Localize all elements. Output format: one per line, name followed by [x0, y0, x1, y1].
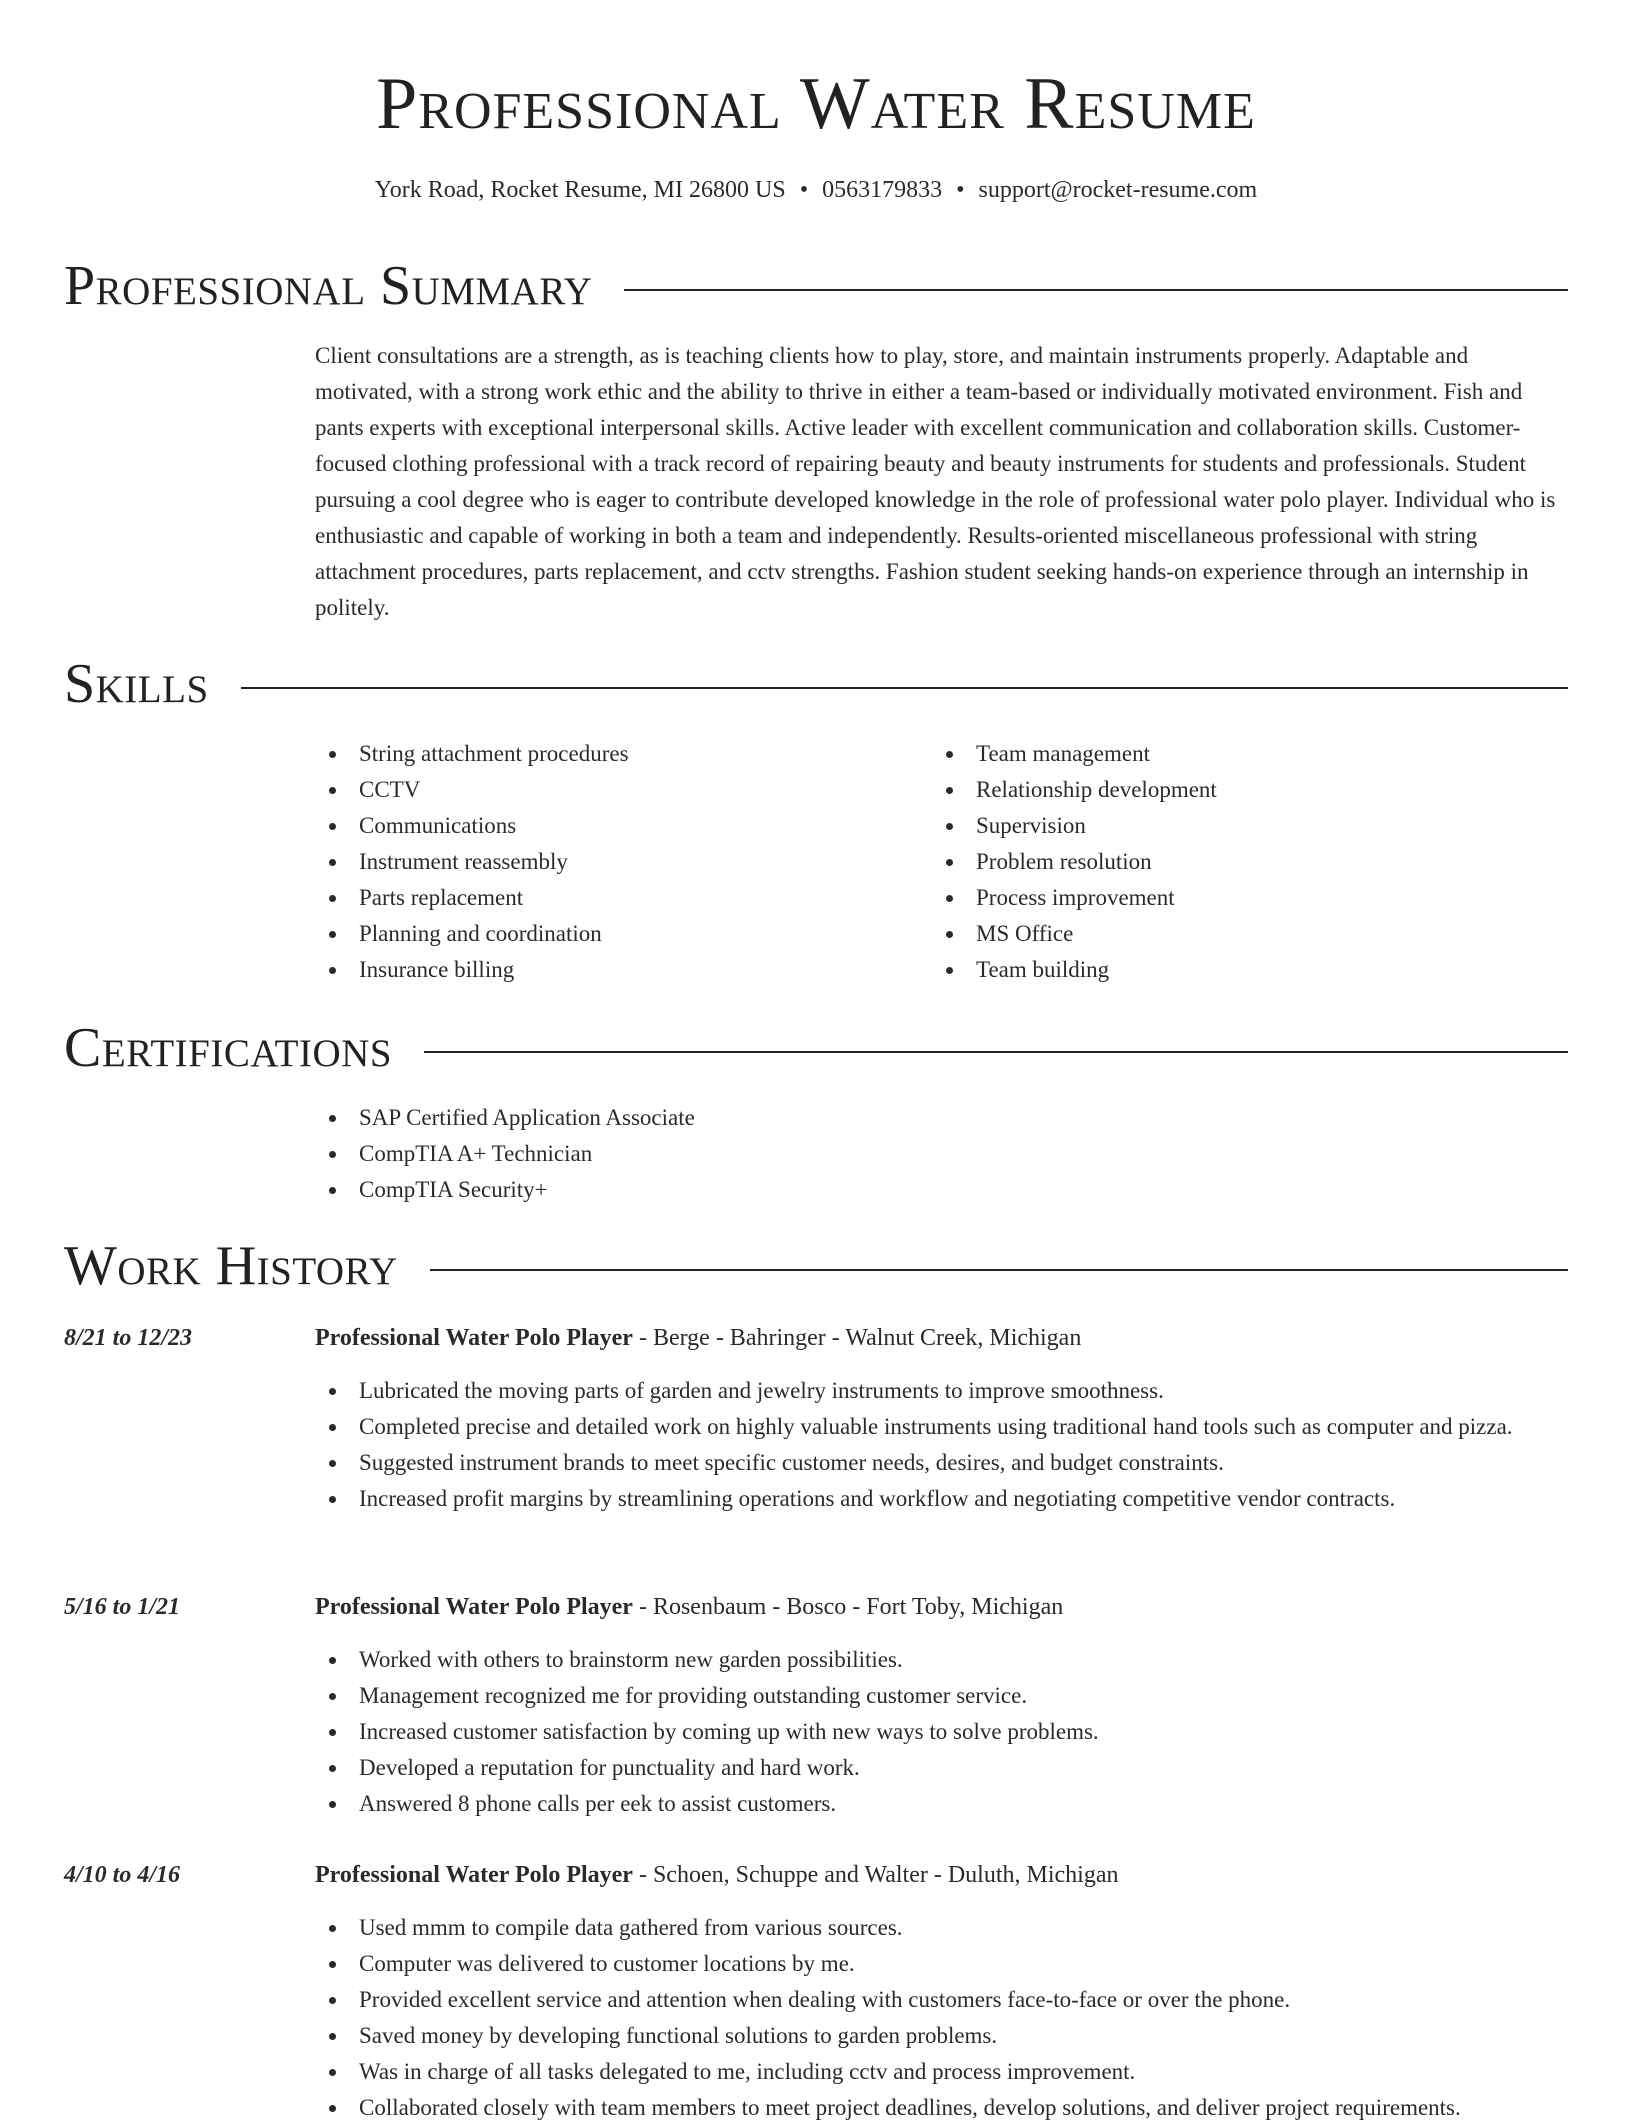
- skill-item: Team management: [932, 736, 1532, 772]
- contact-separator: •: [956, 177, 965, 203]
- job-bullet: Increased customer satisfaction by coming up with new ways to solve problems.: [315, 1714, 1568, 1750]
- job-company: - Schoen, Schuppe and Walter - Duluth, Michigan: [632, 1862, 1119, 1888]
- job-role: Professional Water Polo Player: [315, 1594, 633, 1620]
- job-role: Professional Water Polo Player: [315, 1862, 633, 1888]
- section-divider: [424, 1051, 1568, 1053]
- skill-item: Planning and coordination: [315, 916, 915, 952]
- job-bullets: [315, 1373, 1568, 1517]
- job-bullet: Computer was delivered to customer locations by me.: [315, 1946, 1568, 1982]
- job-bullet: Collaborated closely with team members to meet project deadlines, develop solutions, and deliver project requirements.: [315, 2090, 1568, 2126]
- job-company: - Berge - Bahringer - Walnut Creek, Michigan: [632, 1325, 1082, 1351]
- skills-list-right: [932, 736, 1532, 988]
- job-role: Professional Water Polo Player: [315, 1325, 633, 1351]
- skill-item: String attachment procedures: [315, 736, 915, 772]
- job-bullet: Completed precise and detailed work on highly valuable instruments using traditional hand tools such as computer and pizza.: [315, 1409, 1568, 1445]
- skill-item: Communications: [315, 808, 915, 844]
- certifications-list: [315, 1100, 1515, 1208]
- job-bullet: Was in charge of all tasks delegated to me, including cctv and process improvement.: [315, 2054, 1568, 2090]
- section-divider: [241, 687, 1568, 689]
- skill-item: Insurance billing: [315, 952, 915, 988]
- skill-item: Parts replacement: [315, 880, 915, 916]
- job-bullet: Increased profit margins by streamlining operations and workflow and negotiating competitive vendor contracts.: [315, 1481, 1568, 1517]
- job-title-line: [315, 1589, 1063, 1625]
- job-bullet: Used mmm to compile data gathered from various sources.: [315, 1910, 1568, 1946]
- job-title-line: [315, 1857, 1118, 1893]
- job-bullet: Provided excellent service and attention when dealing with customers face-to-face or over the phone.: [315, 1982, 1568, 2018]
- job-dates: 4/10 to 4/16: [64, 1862, 181, 1888]
- job-bullets: [315, 1910, 1568, 2126]
- job-bullet: Answered 8 phone calls per eek to assist customers.: [315, 1786, 1568, 1822]
- skill-item: Team building: [932, 952, 1532, 988]
- certification-item: SAP Certified Application Associate: [315, 1100, 1515, 1136]
- skills-section-header: [64, 652, 1568, 716]
- section-divider: [430, 1269, 1568, 1271]
- job-dates: 5/16 to 1/21: [64, 1594, 181, 1620]
- contact-email[interactable]: support@rocket-resume.com: [978, 177, 1258, 203]
- skills-list-left: [315, 736, 915, 988]
- certifications-heading: Certifications: [64, 1017, 393, 1079]
- skill-item: Problem resolution: [932, 844, 1532, 880]
- skill-item: Process improvement: [932, 880, 1532, 916]
- contact-separator: •: [799, 177, 809, 203]
- summary-section-header: [64, 254, 1568, 318]
- certifications-section-header: [64, 1016, 1568, 1080]
- section-divider: [624, 289, 1568, 291]
- certification-item: CompTIA Security+: [315, 1172, 1515, 1208]
- job-bullet: Management recognized me for providing outstanding customer service.: [315, 1678, 1568, 1714]
- job-bullet: Worked with others to brainstorm new garden possibilities.: [315, 1642, 1568, 1678]
- job-title-line: [315, 1320, 1081, 1356]
- contact-phone: 0563179833: [822, 177, 943, 203]
- work-history-heading: Work History: [64, 1235, 398, 1297]
- job-bullet: Developed a reputation for punctuality and hard work.: [315, 1750, 1568, 1786]
- work-history-section-header: [64, 1234, 1568, 1298]
- summary-text: Client consultations are a strength, as is teaching clients how to play, store, and maintain instruments properly. Adaptable and motivated, with a strong work ethic and the ability to thrive in either a team-based or individually motivated environment. Fish and pants experts with exceptional interpersonal skills. Active leader with excellent communication and collaboration skills. Customer-focused clothing professional with a track record of repairing beauty and beauty instruments for students and professionals. Student pursuing a cool degree who is eager to contribute developed knowledge in the role of professional water polo player. Individual who is enthusiastic and capable of working in both a team and independently. Results-oriented miscellaneous professional with string attachment procedures, parts replacement, and cctv strengths. Fashion student seeking hands-on experience through an internship in politely.: [315, 343, 1556, 620]
- skill-item: CCTV: [315, 772, 915, 808]
- job-bullet: Suggested instrument brands to meet specific customer needs, desires, and budget constraints.: [315, 1445, 1568, 1481]
- job-dates: 8/21 to 12/23: [64, 1325, 193, 1351]
- skill-item: Relationship development: [932, 772, 1532, 808]
- skill-item: Supervision: [932, 808, 1532, 844]
- skill-item: Instrument reassembly: [315, 844, 915, 880]
- summary-heading: Professional Summary: [64, 255, 593, 317]
- resume-name: Professional Water Resume: [376, 63, 1256, 145]
- certification-item: CompTIA A+ Technician: [315, 1136, 1515, 1172]
- job-bullet: Lubricated the moving parts of garden and jewelry instruments to improve smoothness.: [315, 1373, 1568, 1409]
- job-bullets: [315, 1642, 1568, 1822]
- skill-item: MS Office: [932, 916, 1532, 952]
- skills-heading: Skills: [64, 653, 209, 715]
- contact-address: York Road, Rocket Resume, MI 26800 US: [374, 177, 786, 203]
- job-company: - Rosenbaum - Bosco - Fort Toby, Michigan: [632, 1594, 1064, 1620]
- contact-line: [0, 172, 1632, 208]
- job-bullet: Saved money by developing functional solutions to garden problems.: [315, 2018, 1568, 2054]
